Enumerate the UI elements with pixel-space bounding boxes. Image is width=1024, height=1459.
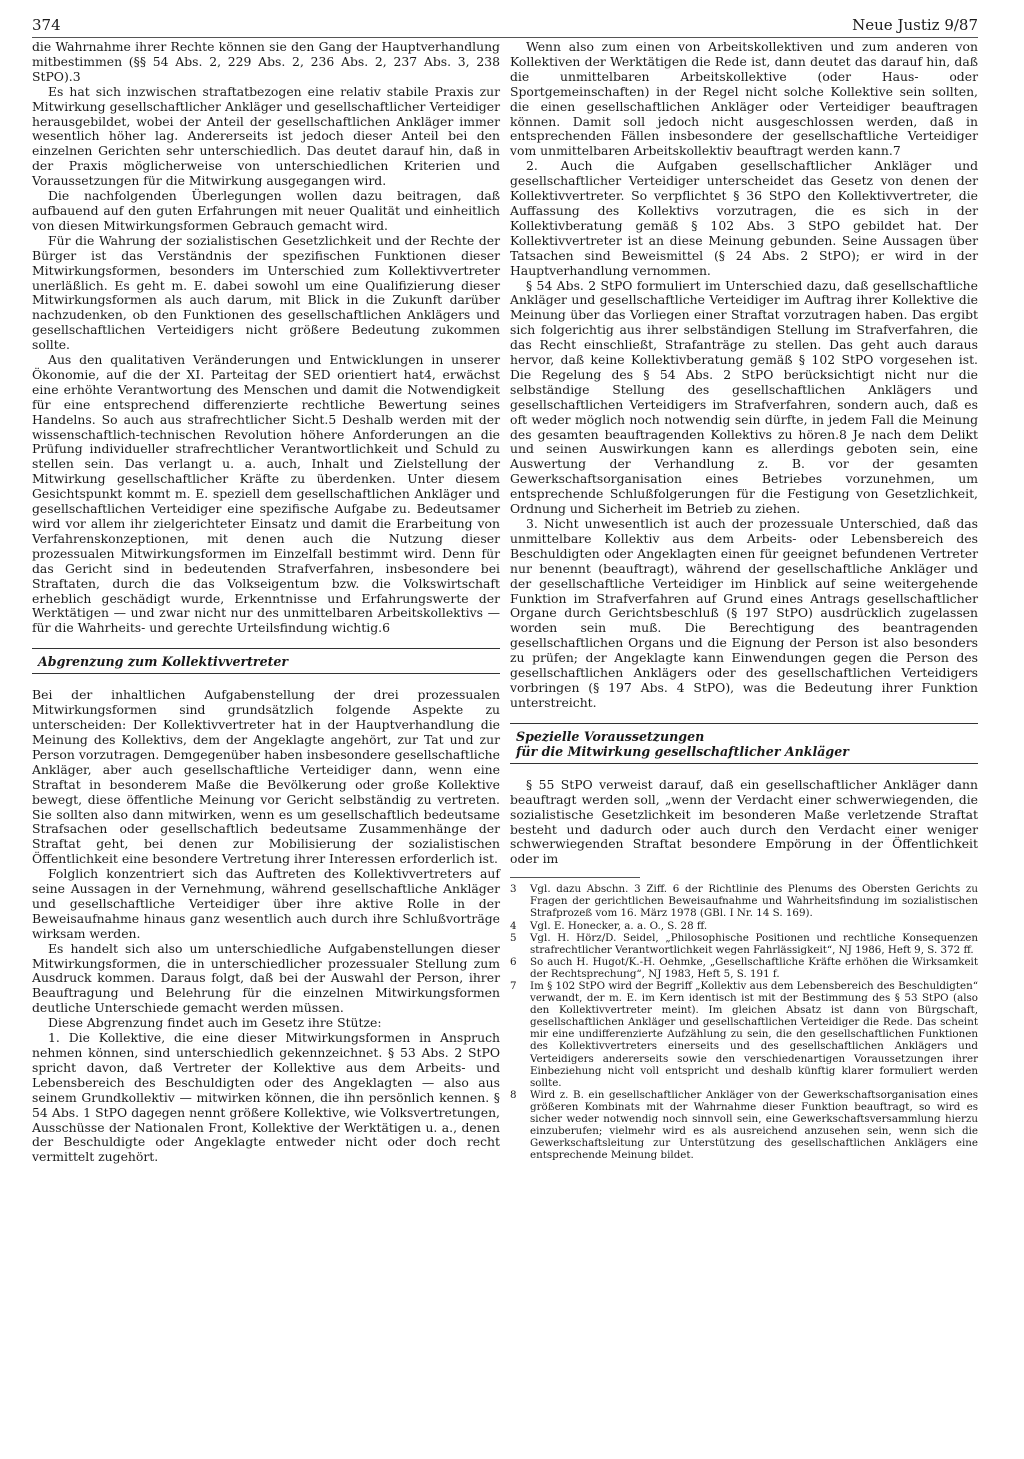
section-heading (32, 648, 500, 674)
footnote-number: 5 (510, 931, 517, 944)
paragraph: § 55 StPO verweist darauf, daß ein gesellschaftlicher Ankläger dann beauftragt werden soll, „wenn der Verdacht einer schwerwiegenden, die sozialistische Gesetzlichkeit im besonderen Maße verletzende Straftat besteht und dadurch oder auch durch den Verdacht einer weniger schwerwiegenden Straftat besondere Empörung in der Öffentlichkeit oder im (510, 776, 978, 867)
footnote (510, 956, 978, 980)
paragraph: 1. Die Kollektive, die eine dieser Mitwirkungsformen in Anspruch nehmen können, sind unterschiedlich gekennzeichnet. § 53 Abs. 2 StPO spricht davon, daß Vertreter der Kollektive aus dem Arbeits- und Lebensbereich des Beschuldigten oder des Angeklagten — also aus seinem Grundkollektiv — mitwirken können, die ihn persönlich kennen. § 54 Abs. 1 StPO dagegen nennt größere Kollektive, wie Volksvertretungen, Ausschüsse der Nationalen Front, Kollektive der Werktätigen u. a., denen der Beschuldigte oder Angeklagte entweder nicht oder doch recht vermittelt zugehört. (32, 1030, 500, 1165)
journal-issue: Neue Justiz 9/87 (852, 16, 978, 34)
paragraph: § 54 Abs. 2 StPO formuliert im Unterschied dazu, daß gesellschaftliche Ankläger und gesellschaftliche Verteidiger im Auftrag ihrer Kollektive die Meinung über das Vorliegen einer Straftat vorzutragen haben. Das ergibt sich folgerichtig aus ihrer selbständigen Stellung im Strafverfahren, die das Recht einschließt, Strafanträge zu stellen. Das geht auch daraus hervor, daß keine Kollektivberatung gemäß § 102 StPO vorgesehen ist. Die Regelung des § 54 Abs. 2 StPO berücksichtigt nicht nur die selbständige Stellung des gesellschaftlichen Anklägers und gesellschaftlichen Verteidigers im Strafverfahren, sondern auch, daß es oft weder möglich noch notwendig sein dürfte, in jedem Fall die Meinung des gesamten beauftragenden Kollektivs zu hören.8 Je nach dem Delikt und seinen Auswirkungen kann es allerdings geboten sein, eine Auswertung der Verhandlung z. B. vor der gesamten Gewerkschaftsorganisation eines Betriebes vorzunehmen, um entsprechende Schlußfolgerungen für die Festigung von Gesetzlichkeit, Ordnung und Sicherheit im Betrieb zu ziehen. (510, 277, 978, 517)
footnote-text: So auch H. Hugot/K.-H. Oehmke, „Gesellschaftliche Kräfte erhöhen die Wirksamkeit der Rechtsprechung“, NJ 1983, Heft 5, S. 191 f. (530, 955, 978, 980)
footnote-text: Vgl. E. Honecker, a. a. O., S. 28 ff. (530, 919, 708, 932)
paragraph: Wenn also zum einen von Arbeitskollektiven und zum anderen von Kollektiven der Werktätigen die Rede ist, dann deutet das darauf hin, daß die unmittelbaren Arbeitskollektive (oder Haus- oder Sportgemeinschaften) in der Regel nicht solche Kollektive sein sollten, die einen gesellschaftlichen Ankläger oder Verteidiger beauftragen können. Damit soll jedoch nicht ausgeschlossen werden, daß in entsprechenden Fällen insbesondere der gesellschaftliche Verteidiger vom unmittelbaren Arbeitskollektiv beauftragt werden kann.7 (510, 39, 978, 159)
paragraph: 3. Nicht unwesentlich ist auch der prozessuale Unterschied, daß das unmittelbare Kollektiv aus dem Arbeits- oder Lebensbereich des Beschuldigten oder Angeklagten einen für geeignet befundenen Vertreter nur benennt (beauftragt), während der gesellschaftliche Ankläger und der gesellschaftliche Verteidiger im Hinblick auf seine weitergehende Funktion im Strafverfahren auf Grund eines Antrags gesellschaftlicher Organe durch Gerichtsbeschluß (§ 197 StPO) ausdrücklich zugelassen worden sein muß. Die Berechtigung des beantragenden gesellschaftlichen Organs und die Eignung der Person ist also besonders zu prüfen; der Angeklagte kann Einwendungen gegen die Person des gesellschaftlichen Anklägers oder des gesellschaftlichen Verteidigers vorbringen (§ 197 Abs. 4 StPO), was die Bedeutung ihrer Funktion unterstreicht. (510, 516, 978, 710)
section-heading-text: Abgrenzung zum Kollektivvertreter (38, 654, 289, 670)
section-heading-line-1: Spezielle Voraussetzungen (516, 728, 705, 744)
footnote (510, 980, 978, 1089)
paragraph: Aus den qualitativen Veränderungen und Entwicklungen in unserer Ökonomie, auf die der XI. Parteitag der SED orientiert hat4, erwächst eine erhöhte Verantwortung des Menschen und damit die Notwendigkeit für eine entsprechend differenzierte rechtliche Bewertung seines Handelns. So auch aus strafrechtlicher Sicht.5 Deshalb werden mit der wissenschaftlich-technischen Revolution höhere Anforderungen an die Prüfung individueller strafrechtlicher Verantwortlichkeit und Schuld zu stellen sein. Das verlangt u. a. auch, Inhalt und Zielstellung der Mitwirkung gesellschaftlicher Kräfte zu überdenken. Unter diesem Gesichtspunkt kommt m. E. speziell dem gesellschaftlichen Ankläger und gesellschaftlichen Verteidiger eine spezifische Aufgabe zu. Bedeutsamer wird vor allem ihr zielgerichteter Einsatz und damit die Erarbeitung von Verfahrenskonzeptionen, mit denen auch die Nutzung dieser prozessualen Mitwirkungsformen im Einzelfall bestimmt wird. Denn für das Gericht sind in bedeutenden Strafverfahren, insbesondere bei Straftaten, durch die das Volkseigentum bzw. die Volkswirtschaft erheblich geschädigt wurde, Erkenntnisse und Erfahrungswerte der Werktätigen — und zwar nicht nur des unmittelbaren Arbeitskollektivs — für die Wahrheits- und gerechte Urteilsfindung wichtig.6 (32, 352, 500, 636)
left-column (32, 40, 500, 1165)
footnote-number: 4 (510, 919, 517, 932)
header-rule (32, 37, 978, 38)
footnote-text: Wird z. B. ein gesellschaftlicher Ankläger von der Gewerkschaftsorganisation eines größeren Kombinats mit der Wahrnahme dieser Funktion beauftragt, so wird es sicher weder notwendig noch sinnvoll sein, eine Gewerkschaftsversammlung hierzu einzuberufen; vielmehr wird es als ausreichend anzusehen sein, wenn sich die Gewerkschaftsleitung zur Unterstützung des gesellschaftlichen Anklägers eine entsprechende Meinung bildet. (530, 1088, 978, 1162)
footnote-number: 8 (510, 1088, 517, 1101)
footnote (510, 1089, 978, 1162)
footnote (510, 883, 978, 919)
footnote (510, 932, 978, 956)
section-heading-line-2: für die Mitwirkung gesellschaftlicher Ankläger (516, 743, 849, 759)
footnote-number: 7 (510, 979, 517, 992)
page-number: 374 (32, 16, 61, 34)
paragraph: Die nachfolgenden Überlegungen wollen dazu beitragen, daß aufbauend auf den guten Erfahrungen mit neuer Qualität und einheitlich von diesen Mitwirkungsformen Gebrauch gemacht wird. (32, 188, 500, 233)
paragraph: Folglich konzentriert sich das Auftreten des Kollektivvertreters auf seine Aussagen in der Vernehmung, während gesellschaftliche Ankläger und gesellschaftliche Verteidiger über ihre aktive Rolle in der Beweisaufnahme hinaus ganz wesentlich auch durch ihre Schlußvorträge wirksam werden. (32, 866, 500, 941)
section-heading (510, 723, 978, 764)
footnote-text: Im § 102 StPO wird der Begriff „Kollektiv aus dem Lebensbereich des Beschuldigten“ verwandt, der m. E. im Kern identisch ist mit der Bestimmung des § 53 StPO (also den Kollektivvertreter meint). Im gleichen Absatz ist dann von Bürgschaft, gesellschaftlichen Ankläger und gesellschaftlichen Verteidiger die Rede. Das scheint mir eine undifferenzierte Aufzählung zu sein, die den gesellschaftlichen Funktionen des Kollektivvertreters einerseits und des gesellschaftlichen Anklägers und Verteidigers andererseits sowie den verschiedenartigen Voraussetzungen ihrer Einbeziehung nicht voll entspricht und deshalb künftig klarer formuliert werden sollte. (530, 979, 978, 1089)
footnote-rule (510, 877, 640, 878)
paragraph: 2. Auch die Aufgaben gesellschaftlicher Ankläger und gesellschaftlicher Verteidiger unterscheidet das Gesetz von denen der Kollektivvertreter. So verpflichtet § 36 StPO den Kollektivvertreter, die Auffassung des Kollektivs vorzutragen, die es sich in der Kollektivberatung gemäß § 102 Abs. 3 StPO gebildet hat. Der Kollektivvertreter ist an diese Meinung gebunden. Seine Aussagen über Tatsachen sind Beweismittel (§ 24 Abs. 2 StPO); er wird in der Hauptverhandlung vernommen. (510, 158, 978, 278)
paragraph: Es handelt sich also um unterschiedliche Aufgabenstellungen dieser Mitwirkungsformen, die in unterschiedlicher prozessualer Stellung zum Ausdruck kommen. Daraus folgt, daß bei der Auswahl der Person, ihrer Beauftragung und Belehrung für die einzelnen Mitwirkungsformen deutliche Unterschiede gemacht werden müssen. (32, 940, 500, 1016)
footnote (510, 920, 978, 932)
paragraph: Bei der inhaltlichen Aufgabenstellung der drei prozessualen Mitwirkungsformen sind grundsätzlich folgende Aspekte zu unterscheiden: Der Kollektivvertreter hat in der Hauptverhandlung die Meinung des Kollektivs, dem der Angeklagte angehört, zur Tat und zur Person vorzutragen. Demgegenüber haben insbesondere gesellschaftliche Ankläger, aber auch gesellschaftliche Verteidiger dann, wenn eine Straftat in besonderem Maße die Bevölkerung oder große Kollektive bewegt, diese öffentliche Meinung vor Gericht selbständig zu vertreten. Sie sollten also dann mitwirken, wenn es um gesellschaftlich bedeutsame Strafsachen oder gesellschaftlich bedeutsame Zusammenhänge der Straftat geht, bei denen zur Mobilisierung der sozialistischen Öffentlichkeit eine besondere Vertretung ihrer Interessen erforderlich ist. (32, 687, 500, 867)
footnote-text: Vgl. H. Hörz/D. Seidel, „Philosophische Positionen und rechtliche Konsequenzen strafrechtlicher Verantwortlichkeit wegen Fahrlässigkeit“, NJ 1986, Heft 9, S. 372 ff. (530, 931, 978, 956)
footnote-number: 6 (510, 955, 517, 968)
footnote-text: Vgl. dazu Abschn. 3 Ziff. 6 der Richtlinie des Plenums des Obersten Gerichts zu Fragen der gerichtlichen Beweisaufnahme und Wahrheitsfindung im sozialistischen Strafprozeß vom 16. März 1978 (GBl. I Nr. 14 S. 169). (530, 883, 978, 920)
footnote-number: 3 (510, 883, 517, 896)
paragraph: Diese Abgrenzung findet auch im Gesetz ihre Stütze: (48, 1015, 382, 1031)
right-column (510, 40, 978, 1161)
paragraph: Es hat sich inzwischen straftatbezogen eine relativ stabile Praxis zur Mitwirkung gesellschaftlicher Ankläger und gesellschaftlicher Verteidiger herausgebildet, wobei der Anteil der gesellschaftlichen Ankläger immer wesentlich höher lag. Andererseits ist jedoch dieser Anteil bei den einzelnen Gerichten sehr unterschiedlich. Das deutet darauf hin, daß in der Praxis möglicherweise von unterschiedlichen Kriterien und Voraussetzungen für die Mitwirkung ausgegangen wird. (32, 83, 500, 189)
paragraph: die Wahrnahme ihrer Rechte können sie den Gang der Hauptverhandlung mitbestimmen (§§ 54 Abs. 2, 229 Abs. 2, 236 Abs. 2, 237 Abs. 3, 238 StPO).3 (32, 39, 500, 84)
paragraph: Für die Wahrung der sozialistischen Gesetzlichkeit und der Rechte der Bürger ist das Verständnis der spezifischen Funktionen dieser Mitwirkungsformen, besonders im Unterschied zum Kollektivvertreter unerläßlich. Es geht m. E. dabei sowohl um eine Qualifizierung dieser Mitwirkungsformen als auch darum, mit Blick in die Zukunft darüber nachzudenken, ob den Funktionen des gesellschaftlichen Anklägers und gesellschaftlichen Verteidigers nicht größere Bedeutung zukommen sollte. (32, 232, 500, 353)
